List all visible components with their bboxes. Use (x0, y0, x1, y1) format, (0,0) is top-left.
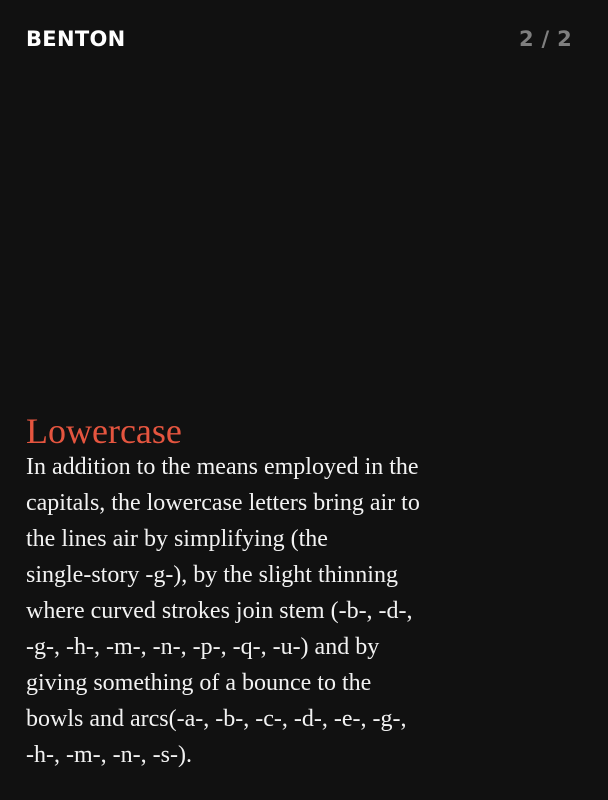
body-line: single-story -g-), by the slight thinning (26, 562, 398, 588)
body-line: In addition to the means employed in the (26, 454, 419, 480)
page-indicator: 2 / 2 (518, 27, 572, 51)
body-line: -h-, -m-, -n-, -s-). (26, 742, 192, 768)
section-body (26, 449, 506, 773)
section-heading: Lowercase (26, 411, 182, 451)
body-line: capitals, the lowercase letters bring air to (26, 490, 420, 516)
text-section (26, 413, 506, 773)
body-line: giving something of a bounce to the (26, 670, 372, 696)
brand-title: BENTON (26, 27, 126, 51)
body-line: -g-, -h-, -m-, -n-, -p-, -q-, -u-) and by (26, 634, 380, 660)
body-line: where curved strokes join stem (-b-, -d-, (26, 598, 413, 624)
body-line: bowls and arcs(-a-, -b-, -c-, -d-, -e-, -g-, (26, 706, 407, 732)
body-line: the lines air by simplifying (the (26, 526, 328, 552)
